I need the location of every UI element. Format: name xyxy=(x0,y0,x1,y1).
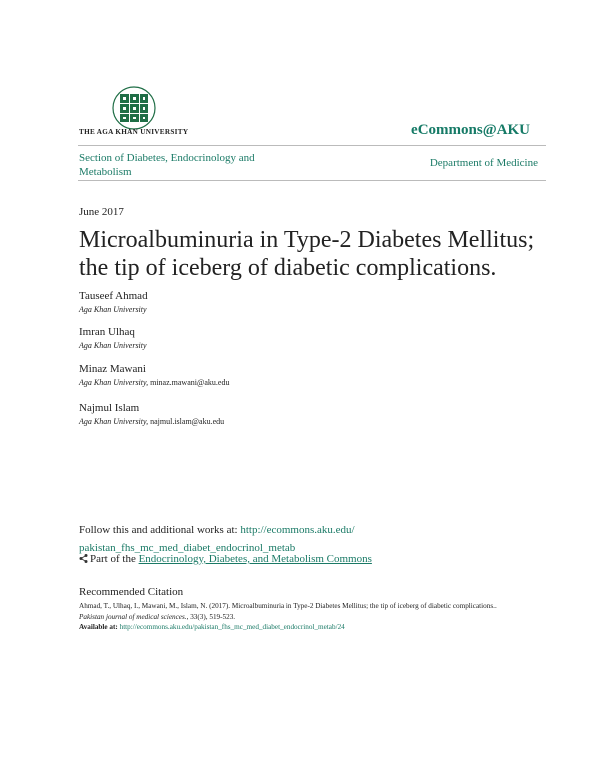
citation-heading: Recommended Citation xyxy=(79,586,184,598)
citation-body: Ahmad, T., Ulhaq, I., Mawani, M., Islam, N. (2017). Microalbuminuria in Type-2 Diabetes Mellitus; the tip of iceberg of diabetic complications.. Pakistan journal of medical sciences., 33(3), 519-523. Available at: http://ecommons.aku.edu/pakistan_fhs_mc_med_diabet_endocrinol_metab/24 xyxy=(79,602,497,631)
aku-logo-icon xyxy=(112,86,156,130)
commons-link[interactable]: Endocrinology, Diabetes, and Metabolism Commons xyxy=(138,553,372,565)
author-affiliation: Aga Khan University xyxy=(79,341,147,350)
author-email[interactable]: najmul.islam@aku.edu xyxy=(150,417,225,426)
author-name: Minaz Mawani xyxy=(79,363,146,375)
divider-top xyxy=(78,145,546,146)
section-link[interactable]: Section of Diabetes, Endocrinology and Metabolism xyxy=(79,152,255,178)
author-name: Imran Ulhaq xyxy=(79,326,135,338)
document-title: Microalbuminuria in Type-2 Diabetes Mellitus; the tip of iceberg of diabetic complications. xyxy=(79,227,535,281)
ecommons-brand-link[interactable]: eCommons@AKU xyxy=(411,122,530,138)
author-email[interactable]: minaz.mawani@aku.edu xyxy=(150,378,230,387)
part-of: Part of the Endocrinology, Diabetes, and Metabolism Commons xyxy=(79,553,372,565)
university-name: THE AGA KHAN UNIVERSITY xyxy=(79,128,189,136)
citation-link[interactable]: http://ecommons.aku.edu/pakistan_fhs_mc_med_diabet_endocrinol_metab/24 xyxy=(119,623,345,631)
divider-bottom xyxy=(78,180,546,181)
department-link[interactable]: Department of Medicine xyxy=(429,157,538,169)
follow-link-cont[interactable]: pakistan_fhs_mc_med_diabet_endocrinol_metab xyxy=(79,542,296,554)
author-affiliation: Aga Khan University, minaz.mawani@aku.edu xyxy=(79,378,230,387)
network-icon xyxy=(79,554,88,563)
author-affiliation: Aga Khan University xyxy=(79,305,147,314)
author-name: Tauseef Ahmad xyxy=(79,290,148,302)
author-affiliation: Aga Khan University, najmul.islam@aku.edu xyxy=(79,417,225,426)
follow-link[interactable]: http://ecommons.aku.edu/ xyxy=(240,524,355,536)
publication-date: June 2017 xyxy=(79,206,124,218)
author-name: Najmul Islam xyxy=(79,402,140,414)
follow-text: Follow this and additional works at: http://ecommons.aku.edu/ pakistan_fhs_mc_med_diabet_endocrinol_metab xyxy=(79,524,355,554)
